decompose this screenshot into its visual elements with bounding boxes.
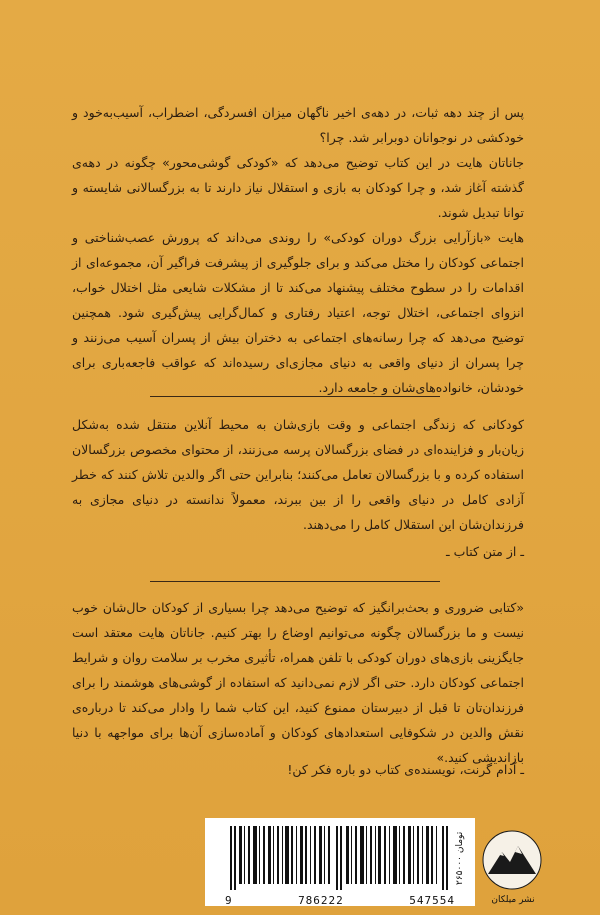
mountain-logo-icon [482, 830, 542, 890]
price-label: ۲۶۵۰۰۰ تومان [455, 831, 465, 885]
excerpt-attribution: ـ از متن کتاب ـ [445, 544, 524, 559]
excerpt-paragraph: کودکانی که زندگی اجتماعی و وقت بازی‌شان به محیط آنلاین منتقل شده به‌شکل زیان‌بار و فزاینده‌ای در فضای بزرگسالان پرسه می‌زنند، از محتوای مخصوص بزرگسالان استفاده کرده و با بزرگسالان تعامل می‌کنند؛ بنابراین حتی اگر والدین تلاش کنند که خطر آزادی کامل در دنیای واقعی را از بین ببرند، معمولاً ندانسته در دنیای مجازی به فرزندان‌شان این استقلال کامل را می‌دهند. [72, 417, 524, 532]
review-attribution: ـ آدام گرنت، نویسنده‌ی کتاب دو باره فکر کن! [287, 762, 524, 777]
publisher-name: نشر میلکان [491, 895, 535, 905]
isbn-digit-group-1: 786222 [298, 894, 344, 907]
excerpt-block [72, 412, 524, 537]
barcode-icon [230, 826, 452, 890]
summary-paragraph-3: هایت «بازآرایی بزرگ دوران کودکی» را روندی می‌داند که پرورش عصب‌شناختی و اجتماعی کودکان را مختل می‌کند و برای جلوگیری از پیشرفت فراگیر آن، مجموعه‌ای از اقدامات را در سطوح مختلف پیشنهاد می‌کند تا از مشکلات شایعی مثل اختلال خواب، انزوای اجتماعی، اختلال توجه، اعتیاد رفتاری و کمال‌گرایی پیش‌گیری شود. همچنین توضیح می‌دهد که چرا رسانه‌های اجتماعی به دختران بیش از پسران آسیب می‌زنند و چرا پسران از دنیای واقعی به دنیای مجازی‌ای رسیده‌اند که عواقب فاجعه‌باری برای خودشان، خانواده‌های‌شان و جامعه دارد. [72, 230, 524, 395]
isbn-digits [225, 894, 455, 907]
review-paragraph: «کتابی ضروری و بحث‌برانگیز که توضیح می‌دهد چرا بسیاری از کودکان حال‌شان خوب نیست و ما بزرگسالان چگونه می‌توانیم اوضاع را بهتر کنیم. جاناتان هایت معتقد است جایگزینی بازی‌های دوران کودکی با تلفن همراه، تأثیری مخرب بر سلامت روان و شرایط اجتماعی کودکان دارد. حتی اگر لازم نمی‌دانید که استفاده از گوشی‌های هوشمند را برای فرزندان‌تان تا قبل از دبیرستان ممنوع کنید، این کتاب شما را وادار می‌کند تا درباره‌ی نقش والدین در شکوفایی استعدادهای کودکان و آماده‌سازی آن‌ها برای مواجهه با دنیا بازاندیشی کنید.» [72, 600, 524, 765]
divider-bottom [150, 581, 440, 582]
summary-paragraph-1: پس از چند دهه ثبات، در دهه‌ی اخیر ناگهان میزان افسردگی، اضطراب، آسیب‌به‌خود و خودکشی در نوجوانان دوبرابر شد. چرا؟ [72, 105, 524, 145]
summary-block [72, 100, 524, 400]
summary-paragraph-2: جاناتان هایت در این کتاب توضیح می‌دهد که «کودکی گوشی‌محور» چگونه در دهه‌ی گذشته آغاز شد، و چرا کودکان به بازی و استقلال نیاز دارند تا به بزرگسالانی شایسته و توانا تبدیل شوند. [72, 155, 524, 220]
isbn-digit-group-2: 547554 [409, 894, 455, 907]
isbn-digit-prefix: 9 [225, 894, 233, 907]
divider-top [150, 396, 440, 397]
review-block [72, 595, 524, 770]
